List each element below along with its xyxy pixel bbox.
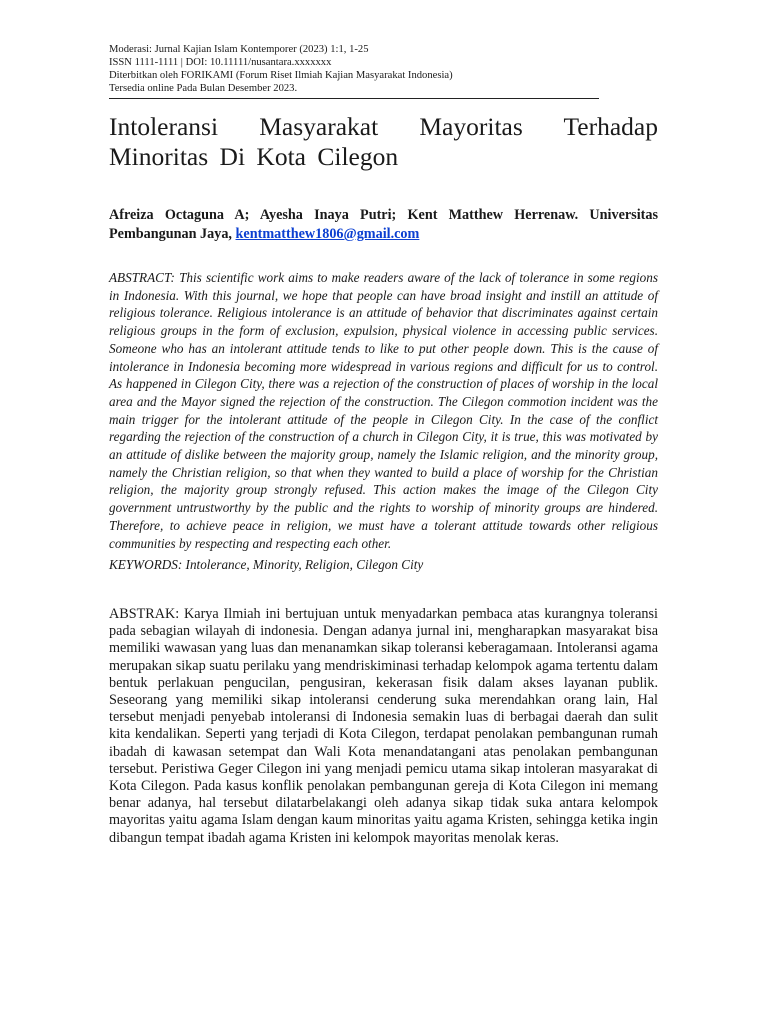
paper-title: Intoleransi Masyarakat Mayoritas Terhadap Minoritas Di Kota Cilegon: [109, 112, 658, 171]
journal-header: [109, 43, 658, 99]
paper-page: [109, 43, 658, 847]
abstract-english: ABSTRACT: This scientific work aims to make readers aware of the lack of tolerance in some regions in Indonesia. With this journal, we hope that people can have broad insight and instill an attitude of religious tolerance. Religious intolerance is an attitude of behavior that discriminates against certain religious groups in the form of exclusion, expulsion, physical violence in accessing public services. Someone who has an intolerant attitude tends to like to put other people down. This is the cause of intolerance in Indonesia becoming more widespread in various regions and difficult for us to control. As happened in Cilegon City, there was a rejection of the construction of places of worship in the local area and the Mayor signed the rejection of the construction. The Cilegon commotion incident was the main trigger for the intolerant attitude of the people in Cilegon City. In the case of the conflict regarding the rejection of the construction of a church in Cilegon City, it is true, this was motivated by an attitude of dislike between the majority group, namely the Islamic religion, and the minority group, namely the Christian religion, so that when they wanted to build a place of worship for the Christian religion, the majority group strongly refused. This action makes the image of the Cilegon City government untrustworthy by the public and the rights to worship of minority groups are hindered. Therefore, to achieve peace in religion, we must have a tolerant attitude towards other religious communities by respecting and respecting each other.: [109, 270, 658, 551]
authors-names: Afreiza Octaguna A; Ayesha Inaya Putri; Kent Matthew Herrenaw. Universitas Pembangunan Jaya,: [109, 207, 658, 242]
authors-affiliation: [109, 206, 658, 244]
journal-citation: Moderasi: Jurnal Kajian Islam Kontemporer (2023) 1:1, 1-25: [109, 44, 369, 55]
author-email-link[interactable]: kentmatthew1806@gmail.com: [235, 226, 420, 242]
availability-line: Tersedia online Pada Bulan Desember 2023.: [109, 83, 298, 94]
header-divider: [109, 98, 599, 99]
issn-doi: ISSN 1111-1111 | DOI: 10.11111/nusantara.xxxxxxx: [109, 57, 332, 68]
abstract-indonesian: ABSTRAK: Karya Ilmiah ini bertujuan untuk menyadarkan pembaca atas kurangnya toleransi pada sebagian wilayah di indonesia. Dengan adanya jurnal ini, mengharapkan masyarakat bisa memiliki wawasan yang luas dan menanamkan sikap toleransi keberagamaan. Intoleransi agama merupakan sikap suatu perilaku yang mendriskiminasi terhadap kelompok agama tertentu dalam bentuk perlakuan pengucilan, pengusiran, kekerasan fisik dalam akses layanan publik. Seseorang yang memiliki sikap intoleransi cenderung suka merendahkan orang lain, Hal tersebut menjadi penyebab intoleransi di Indonesia semakin luas di berbagai daerah dan sulit kita kendalikan. Seperti yang terjadi di Kota Cilegon, terdapat penolakan pembangunan rumah ibadah di kawasan setempat dan Wali Kota menandatangani atas penolakan pembangunan tersebut. Peristiwa Geger Cilegon ini yang menjadi pemicu utama sikap intoleran masyarakat di Kota Cilegon. Pada kasus konflik penolakan pembangunan gereja di Kota Cilegon ini memang benar adanya, hal tersebut dilatarbelakangi oleh adanya sikap tidak suka antara kelompok mayoritas yaitu agama Islam dengan kaum minoritas yaitu agama Kristen, sehingga ketika ingin dibangun tempat ibadah agama Kristen ini kelompok mayoritas menolak keras.: [109, 605, 658, 846]
publisher-line: Diterbitkan oleh FORIKAMI (Forum Riset Ilmiah Kajian Masyarakat Indonesia): [109, 70, 453, 81]
keywords: KEYWORDS: Intolerance, Minority, Religion, Cilegon City: [109, 557, 424, 573]
